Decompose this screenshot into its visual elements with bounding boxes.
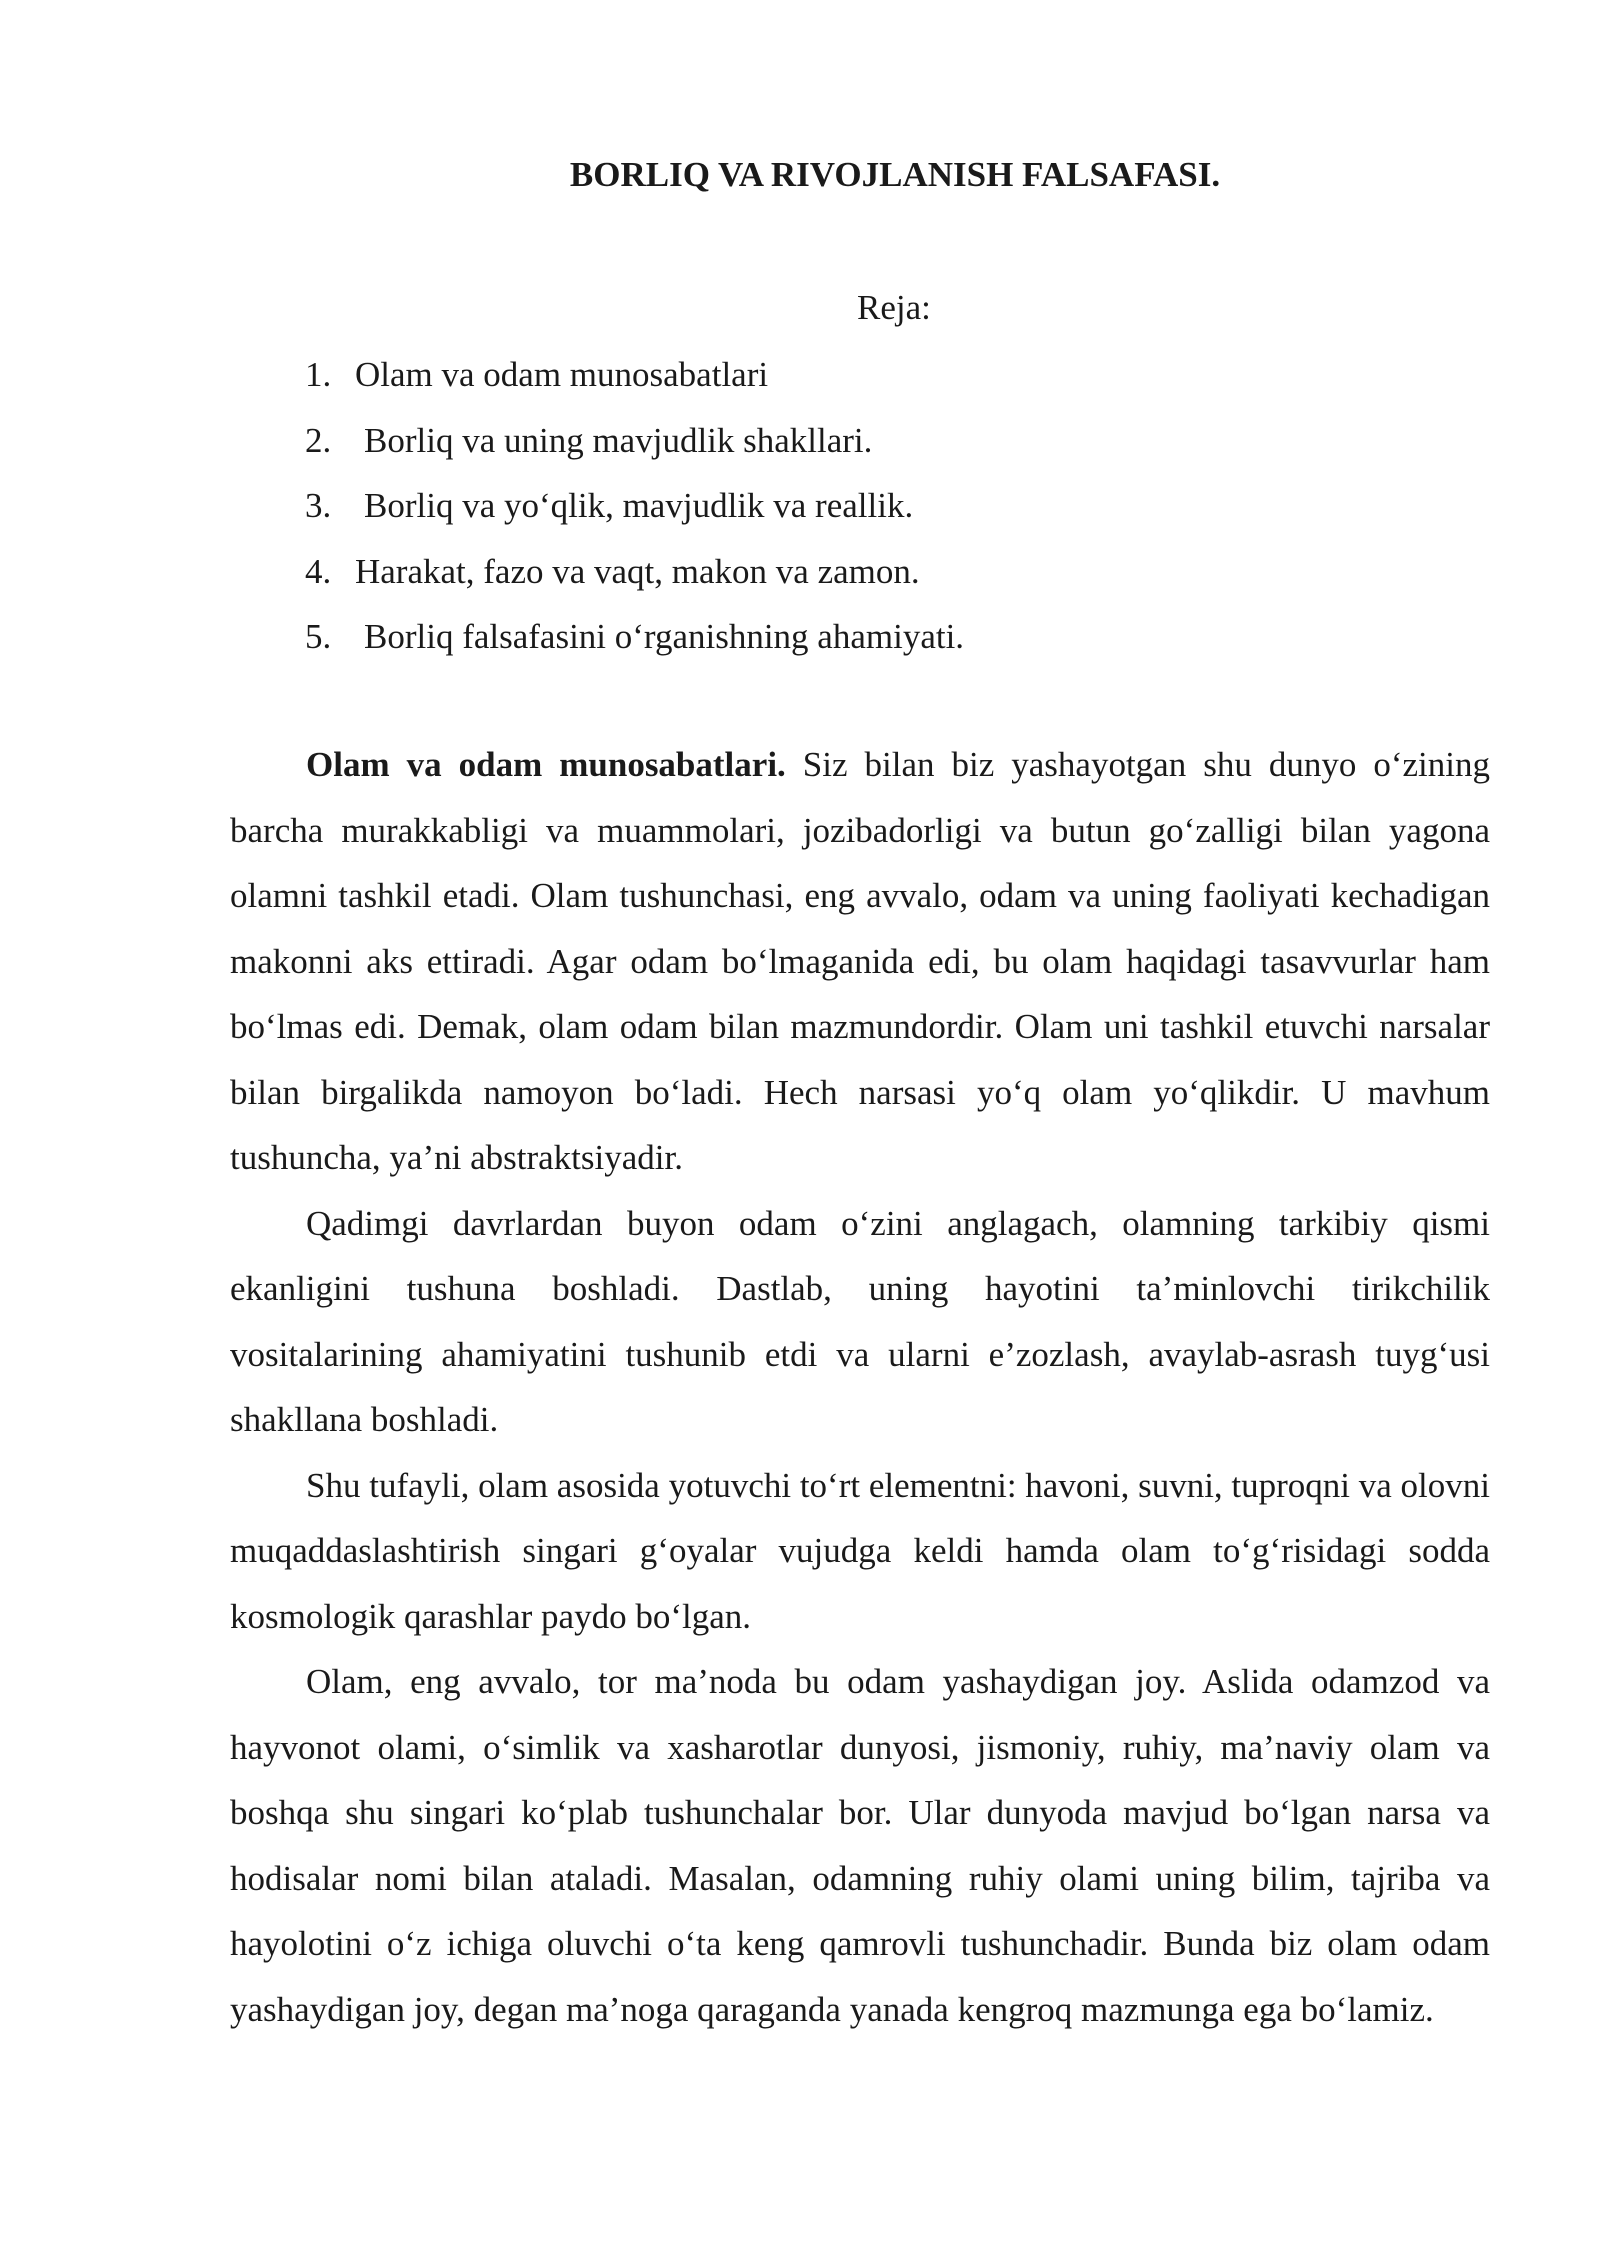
document-title: BORLIQ VA RIVOJLANISH FALSAFASI.	[569, 155, 1221, 194]
plan-item-number: 3.	[305, 486, 332, 525]
plan-item-text: Borliq va uning mavjudlik shakllari.	[364, 420, 873, 460]
plan-item-text: Borliq falsafasini o‘rganishning ahamiyati.	[364, 617, 965, 656]
plan-item	[305, 473, 964, 539]
paragraph-3	[230, 1453, 1490, 1650]
plan-list	[305, 342, 964, 670]
paragraph-2	[230, 1191, 1490, 1453]
paragraph-1	[230, 732, 1490, 1191]
paragraph-4	[230, 1649, 1490, 2042]
paragraph-text: Qadimgi davrlardan buyon odam o‘zini anglagach, olamning tarkibiy qismi ekanligini tushuna boshladi. Dastlab, uning hayotini ta’minlovchi tirikchilik vositalarining ahamiyatini tushunib etdi va ularni e’zozlash, avaylab-asrash tuyg‘usi shakllana boshladi.	[230, 1203, 1490, 1439]
plan-item	[305, 539, 964, 605]
plan-item-text: Olam va odam munosabatlari	[355, 355, 769, 394]
section-heading: Olam va odam munosabatlari.	[306, 745, 786, 784]
plan-item	[305, 408, 964, 474]
plan-item-number: 2.	[305, 420, 332, 460]
plan-heading: Reja:	[857, 288, 931, 327]
paragraph-text: Siz bilan biz yashayotgan shu dunyo o‘zining barcha murakkabligi va muammolari, jozibadorligi va butun go‘zalligi bilan yagona olamni tashkil etadi. Olam tushunchasi, eng avvalo, odam va uning faoliyati kechadigan makonni aks ettiradi. Agar odam bo‘lmaganida edi, bu olam haqidagi tasavvurlar ham bo‘lmas edi. Demak, olam odam bilan mazmundordir. Olam uni tashkil etuvchi narsalar bilan birgalikda namoyon bo‘ladi. Hech narsasi yo‘q olam yo‘qlikdir. U mavhum tushuncha, ya’ni abstraktsiyadir.	[230, 745, 1490, 1177]
plan-item	[305, 342, 964, 408]
paragraph-text: Shu tufayli, olam asosida yotuvchi to‘rt elementni: havoni, suvni, tuproqni va olovni muqaddaslashtirish singari g‘oyalar vujudga keldi hamda olam to‘g‘risidagi sodda kosmologik qarashlar paydo bo‘lgan.	[230, 1465, 1491, 1636]
plan-item-number: 5.	[305, 617, 332, 656]
plan-item-text: Harakat, fazo va vaqt, makon va zamon.	[355, 551, 920, 591]
plan-item	[305, 604, 964, 670]
document-body	[230, 732, 1490, 2042]
paragraph-text: Olam, eng avvalo, tor ma’noda bu odam yashaydigan joy. Aslida odamzod va hayvonot olami, o‘simlik va xasharotlar dunyosi, jismoniy, ruhiy, ma’naviy olam va boshqa shu singari ko‘plab tushunchalar bor. Ular dunyoda mavjud bo‘lgan narsa va hodisalar nomi bilan ataladi. Masalan, odamning ruhiy olami uning bilim, tajriba va hayolotini o‘z ichiga oluvchi o‘ta keng qamrovli tushunchadir. Bunda biz olam odam yashaydigan joy, degan ma’noga qaraganda yanada kengroq mazmunga ega bo‘lamiz.	[230, 1662, 1490, 2029]
plan-item-number: 4.	[305, 551, 332, 591]
plan-item-number: 1.	[305, 355, 332, 394]
plan-item-text: Borliq va yo‘qlik, mavjudlik va reallik.	[364, 486, 914, 525]
